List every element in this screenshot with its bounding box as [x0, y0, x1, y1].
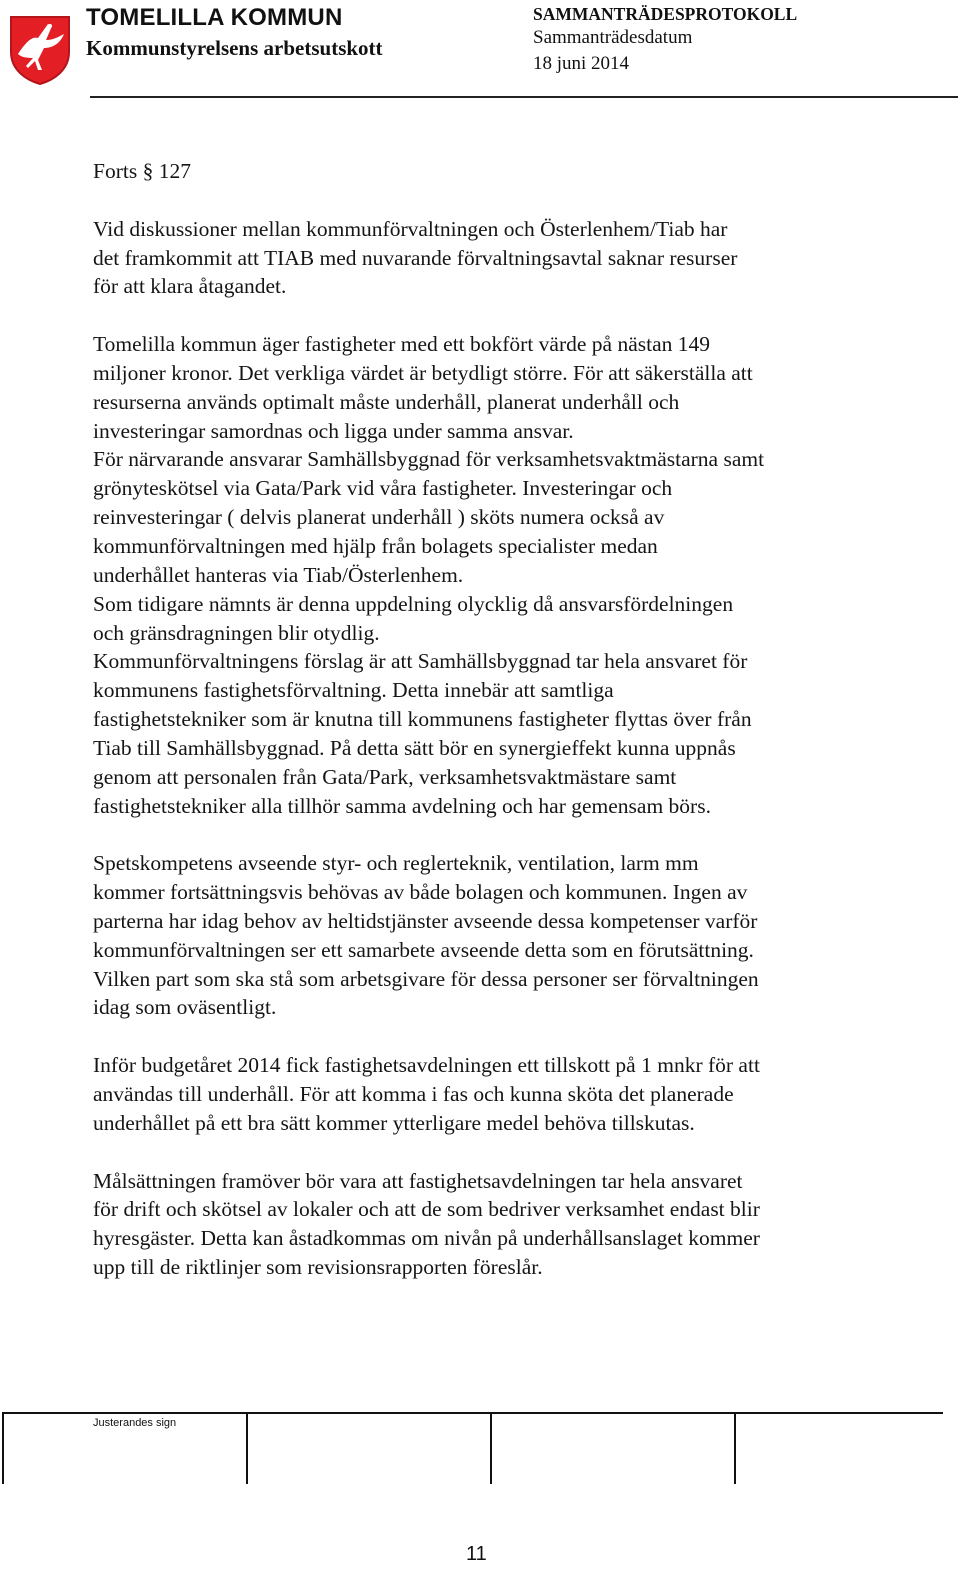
meeting-date-label: Sammanträdesdatum	[533, 27, 693, 48]
page-number: 11	[466, 1543, 487, 1565]
section-reference: Forts § 127	[93, 159, 191, 183]
paragraph-spacer	[93, 1022, 883, 1051]
document-body	[93, 157, 883, 1282]
document-type: SAMMANTRÄDESPROTOKOLL	[533, 4, 798, 24]
signature-column-divider	[246, 1414, 248, 1484]
organization-name: TOMELILLA KOMMUN	[86, 4, 343, 31]
signature-column-divider	[490, 1414, 492, 1484]
signature-label: Justerandes sign	[93, 1417, 177, 1429]
paragraph: Inför budgetåret 2014 fick fastighetsavdelningen ett tillskott på 1 mnkr för att användas till underhåll. För att komma i fas och kunna sköta det planerade underhållet på ett bra sätt kommer ytterligare medel behöva tillskutas.	[93, 1053, 760, 1135]
paragraph: Målsättningen framöver bör vara att fastighetsavdelningen tar hela ansvaret för drift och skötsel av lokaler och att de som bedriver verksamhet endast blir hyresgäster. Detta kan åstadkommas om nivån på underhållsanslaget kommer upp till de riktlinjer som revisionsrapporten föreslår.	[93, 1168, 760, 1280]
paragraph-spacer	[93, 1138, 883, 1167]
meeting-date: 18 juni 2014	[533, 53, 630, 74]
paragraph-spacer	[93, 186, 883, 215]
paragraph: Spetskompetens avseende styr- och reglerteknik, ventilation, larm mm kommer fortsättningsvis behövas av både bolagen och kommunen. Ingen av parterna har idag behov av heltidstjänster avseende dessa kompetenser varför kommunförvaltningen ser ett samarbete avseende detta som en förutsättning. Vilken part som ska stå som arbetsgivare för dessa personer ser förvaltningen idag som oväsentligt.	[93, 851, 759, 1020]
signature-table	[2, 1412, 943, 1484]
coat-of-arms-icon	[8, 14, 72, 86]
paragraph-spacer	[93, 301, 883, 330]
header-divider	[90, 96, 958, 98]
paragraph-spacer	[93, 820, 883, 849]
signature-column-divider	[734, 1414, 736, 1484]
paragraph: Vid diskussioner mellan kommunförvaltningen och Österlenhem/Tiab har det framkommit att TIAB med nuvarande förvaltningsavtal saknar resurser för att klara åtagandet.	[93, 216, 738, 299]
organization-unit: Kommunstyrelsens arbetsutskott	[86, 36, 383, 60]
paragraph: Tomelilla kommun äger fastigheter med ett bokfört värde på nästan 149 miljoner kronor. Det verkliga värdet är betydligt större. För att säkerställa att resurserna används optimalt måste underhåll, planerat underhåll och investeringar samordnas och ligga under samma ansvar. För närvarande ansvarar Samhällsbyggnad för verksamhetsvaktmästarna samt grönyteskötsel via Gata/Park vid våra fastigheter. Investeringar och reinvesteringar ( delvis planerat underhåll ) sköts numera också av kommunförvaltningen med hjälp från bolagets specialister medan underhållet hanteras via Tiab/Österlenhem. Som tidigare nämnts är denna uppdelning olycklig då ansvarsfördelningen och gränsdragningen blir otydlig. Kommunförvaltningens förslag är att Samhällsbyggnad tar hela ansvaret för kommunens fastighetsförvaltning. Detta innebär att samtliga fastighetstekniker som är knutna till kommunens fastigheter flyttas över från Tiab till Samhällsbyggnad. På detta sätt bör en synergieffekt kunna uppnås genom att personalen från Gata/Park, verksamhetsvaktmästare samt fastighetstekniker alla tillhör samma avdelning och har gemensam börs.	[93, 332, 765, 818]
signature-column-divider	[2, 1414, 4, 1484]
